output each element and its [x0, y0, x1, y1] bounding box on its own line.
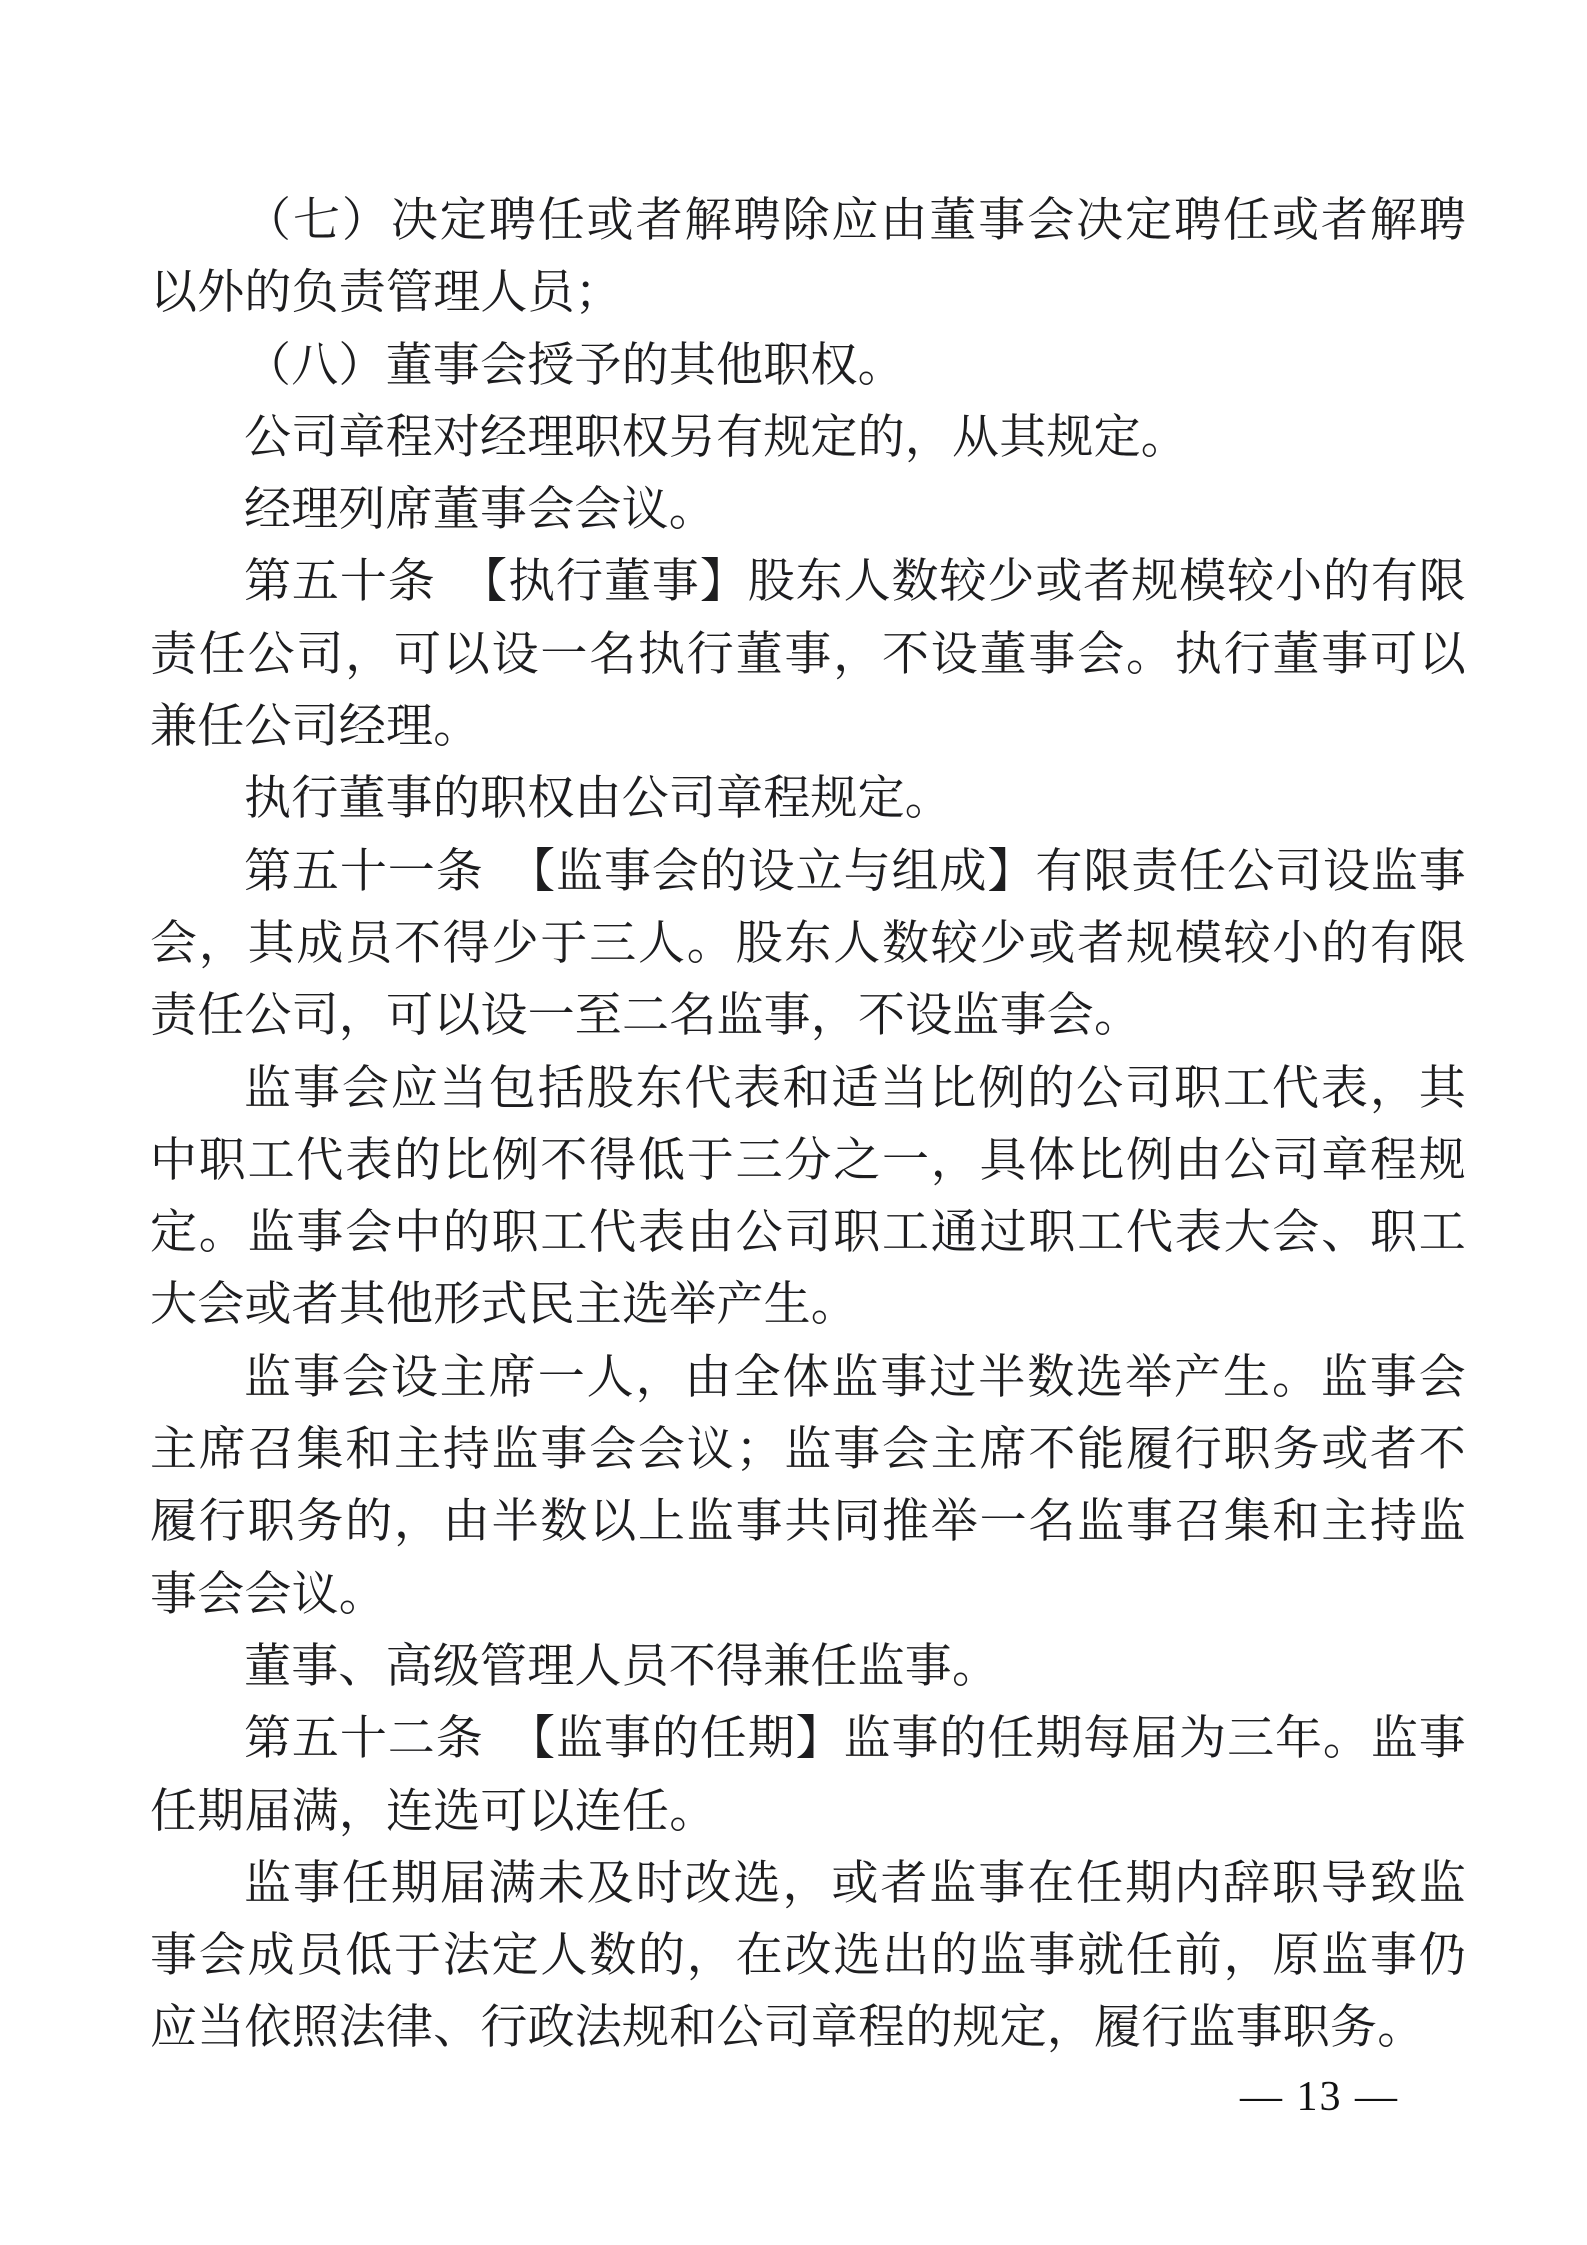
paragraph-article-51-2: 监事会应当包括股东代表和适当比例的公司职工代表，其中职工代表的比例不得低于三分之一，具体比例由公司章程规定。监事会中的职工代表由公司职工通过职工代表大会、职工大会或者其他形式民主选举产生。: [150, 1062, 1466, 1332]
paragraph-item-7: （七）决定聘任或者解聘除应由董事会决定聘任或者解聘以外的负责管理人员；: [150, 195, 1466, 320]
paragraph-article-52: 第五十二条 【监事的任期】监事的任期每届为三年。监事任期届满，连选可以连任。: [150, 1713, 1466, 1838]
paragraph-charter-rule: 公司章程对经理职权另有规定的，从其规定。: [244, 411, 1188, 464]
paragraph-item-8: （八）董事会授予的其他职权。: [244, 339, 905, 392]
document-body: [150, 185, 1466, 2065]
paragraph-article-51-4: 董事、高级管理人员不得兼任监事。: [244, 1640, 1000, 1693]
paragraph-manager-board: 经理列席董事会会议。: [244, 484, 716, 537]
paragraph-article-50: 第五十条 【执行董事】股东人数较少或者规模较小的有限责任公司，可以设一名执行董事，不设董事会。执行董事可以兼任公司经理。: [150, 556, 1466, 754]
paragraph-article-50-2: 执行董事的职权由公司章程规定。: [244, 773, 952, 826]
paragraph-article-51: 第五十一条 【监事会的设立与组成】有限责任公司设监事会，其成员不得少于三人。股东人数较少或者规模较小的有限责任公司，可以设一至二名监事，不设监事会。: [150, 845, 1466, 1043]
paragraph-article-51-3: 监事会设主席一人，由全体监事过半数选举产生。监事会主席召集和主持监事会会议；监事会主席不能履行职务或者不履行职务的，由半数以上监事共同推举一名监事召集和主持监事会会议。: [150, 1351, 1466, 1621]
page-number: — 13 —: [1240, 2074, 1399, 2120]
paragraph-article-52-2: 监事任期届满未及时改选，或者监事在任期内辞职导致监事会成员低于法定人数的，在改选出的监事就任前，原监事仍应当依照法律、行政法规和公司章程的规定，履行监事职务。: [150, 1857, 1466, 2055]
